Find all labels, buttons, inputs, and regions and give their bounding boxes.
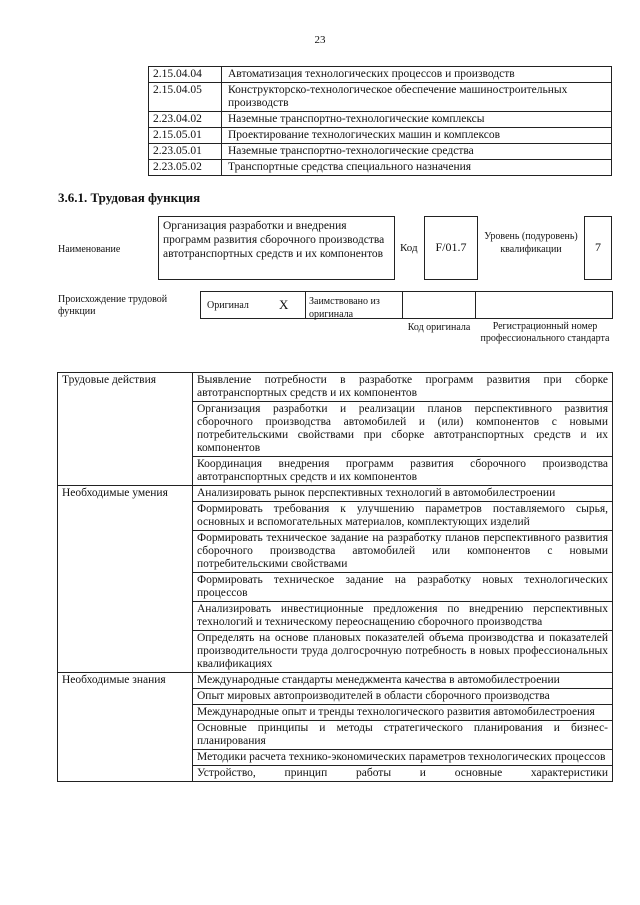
reg-number-label: Регистрационный номер профессионального стандарта — [480, 321, 610, 344]
specialty-name: Наземные транспортно-технологические средства — [222, 144, 612, 160]
item-cell: Международные стандарты менеджмента качества в автомобилестроении — [193, 673, 613, 689]
code-label: Код — [400, 242, 418, 254]
item-cell: Опыт мировых автопроизводителей в области сборочного производства — [193, 689, 613, 705]
item-cell: Формировать требования к улучшению параметров поставляемого сырья, основных и вспомогательных материалов, комплектующих изделий — [193, 502, 613, 531]
item-cell: Устройство, принцип работы и основные характеристики — [193, 766, 613, 782]
specialty-code: 2.23.05.02 — [149, 160, 222, 176]
original-label: Оригинал — [207, 300, 249, 311]
code-original-box — [402, 291, 476, 319]
level-value: 7 — [595, 240, 601, 254]
item-cell: Формировать техническое задание на разработку планов перспективного развития сборочного производства автомобилей или компонентов с новыми потребительскими свойствами — [193, 531, 613, 573]
item-cell: Выявление потребности в разработке программ развития при сборке автотранспортных средств и их компонентов — [193, 373, 613, 402]
codes-row — [149, 160, 612, 176]
original-mark: X — [279, 297, 289, 312]
codes-row — [149, 67, 612, 83]
specialty-name: Конструкторско-технологическое обеспечение машиностроительных производств — [222, 83, 612, 112]
code-original-label: Код оригинала — [407, 322, 471, 333]
item-cell: Методики расчета технико-экономических параметров технологических процессов — [193, 750, 613, 766]
function-name-value: Организация разработки и внедрения программ развития сборочного производства автотранспортных средств и их компонентов — [163, 220, 385, 260]
item-cell: Организация разработки и реализации планов перспективного развития сборочного производства автомобилей и (или) компонентов с новыми потребительскими свойствами при сборке автотранспортных средств и их компонентов — [193, 402, 613, 457]
codes-row — [149, 128, 612, 144]
function-code-box — [424, 216, 478, 280]
borrowed-label: Заимствовано из оригинала — [309, 296, 380, 320]
category-cell: Необходимые умения — [58, 486, 193, 673]
codes-row — [149, 83, 612, 112]
specialty-code: 2.15.04.04 — [149, 67, 222, 83]
borrowed-box — [305, 291, 403, 319]
item-cell: Международные опыт и тренды технологического развития автомобилестроения — [193, 705, 613, 721]
specialty-code: 2.15.05.01 — [149, 128, 222, 144]
codes-row — [149, 112, 612, 128]
page-number: 23 — [314, 34, 326, 46]
specialty-code: 2.23.05.01 — [149, 144, 222, 160]
specialty-name: Наземные транспортно-технологические комплексы — [222, 112, 612, 128]
item-cell: Определять на основе плановых показателей объема производства и показателей производительности труда долгосрочную потребность в новых профессиональных квалификациях — [193, 631, 613, 673]
table-row — [58, 486, 613, 502]
table-row — [58, 673, 613, 689]
section-heading: 3.6.1. Трудовая функция — [58, 190, 201, 205]
specialty-code: 2.15.04.05 — [149, 83, 222, 112]
original-box — [200, 291, 306, 319]
item-cell: Анализировать рынок перспективных технологий в автомобилестроении — [193, 486, 613, 502]
specialty-name: Автоматизация технологических процессов и производств — [222, 67, 612, 83]
table-row — [58, 373, 613, 402]
origin-label: Происхождение трудовой функции — [58, 294, 168, 317]
specialty-codes-table — [148, 66, 612, 176]
specialty-name: Транспортные средства специального назначения — [222, 160, 612, 176]
category-cell: Трудовые действия — [58, 373, 193, 486]
category-cell: Необходимые знания — [58, 673, 193, 782]
name-label: Наименование — [58, 244, 121, 255]
item-cell: Основные принципы и методы стратегического планирования и бизнес-планирования — [193, 721, 613, 750]
level-label: Уровень (подуровень) квалификации — [484, 231, 578, 255]
codes-row — [149, 144, 612, 160]
specialty-code: 2.23.04.02 — [149, 112, 222, 128]
item-cell: Координация внедрения программ развития сборочного производства автотранспортных средств и их компонентов — [193, 457, 613, 486]
function-name-box — [158, 216, 395, 280]
specialty-name: Проектирование технологических машин и комплексов — [222, 128, 612, 144]
function-code-value: F/01.7 — [435, 240, 467, 254]
labor-function-details-table — [57, 372, 613, 782]
level-box — [584, 216, 612, 280]
item-cell: Анализировать инвестиционные предложения по внедрению перспективных технологий и техническому переоснащению сборочного производства — [193, 602, 613, 631]
reg-number-box — [475, 291, 613, 319]
item-cell: Формировать техническое задание на разработку новых технологических процессов — [193, 573, 613, 602]
